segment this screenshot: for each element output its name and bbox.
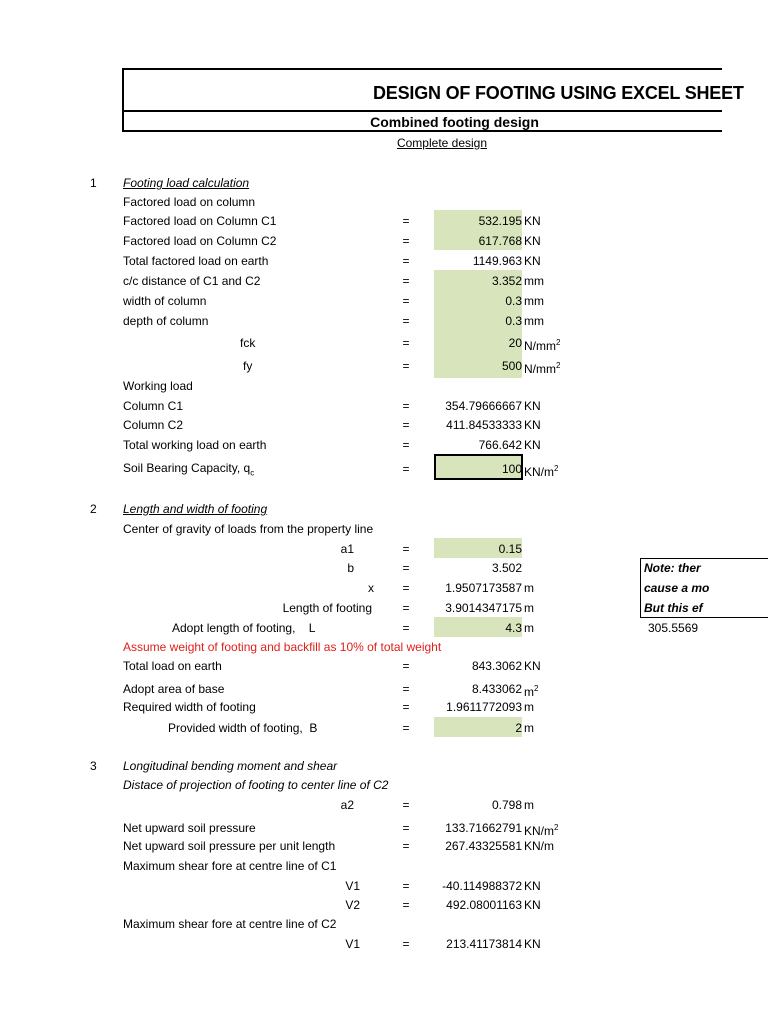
unit-label: m	[524, 798, 534, 812]
equals-sign: =	[402, 234, 410, 248]
cell-value[interactable]: 411.84533333	[446, 418, 522, 432]
equals-sign: =	[402, 462, 410, 476]
unit-label: m	[524, 621, 534, 635]
row-label[interactable]: Net upward soil pressure	[123, 821, 256, 835]
cell-value[interactable]: 492.08001163	[446, 898, 522, 912]
cell-value[interactable]: 2	[515, 721, 522, 735]
unit-label: KN	[524, 879, 541, 893]
row-label[interactable]: fy	[243, 359, 253, 373]
side-note-line[interactable]: Note: ther	[644, 561, 701, 575]
cell-value[interactable]: 0.3	[505, 314, 522, 328]
section-number: 1	[90, 176, 97, 190]
row-label[interactable]: c/c distance of C1 and C2	[123, 274, 261, 288]
equals-sign: =	[402, 879, 410, 893]
side-note-line[interactable]: But this ef	[644, 601, 703, 615]
equals-sign: =	[402, 274, 410, 288]
row-label[interactable]: x	[368, 581, 374, 595]
equals-sign: =	[402, 294, 410, 308]
section-heading[interactable]: Longitudinal bending moment and shear	[123, 759, 338, 773]
equals-sign: =	[402, 798, 410, 812]
cell-value[interactable]: 354.79666667	[445, 399, 522, 413]
row-label[interactable]: Adopt area of base	[123, 682, 225, 696]
cell-value[interactable]: 1149.963	[472, 254, 522, 268]
row-label[interactable]: b	[347, 561, 354, 575]
section-number: 2	[90, 502, 97, 516]
equals-sign: =	[402, 898, 410, 912]
equals-sign: =	[402, 542, 410, 556]
equals-sign: =	[402, 821, 410, 835]
row-label[interactable]: Column C1	[123, 399, 184, 413]
row-label[interactable]: Length of footing	[282, 601, 372, 615]
cell-value[interactable]: 133.71662791	[445, 821, 522, 835]
equals-sign: =	[402, 601, 410, 615]
unit-label: KN	[524, 418, 541, 432]
section-heading[interactable]: Length and width of footing	[123, 502, 268, 516]
cell-value[interactable]: 3.9014347175	[445, 601, 522, 615]
unit-label: $KN/m^2$	[524, 464, 559, 479]
row-label[interactable]: depth of column	[123, 314, 209, 328]
cell-value[interactable]: 617.768	[478, 234, 522, 248]
cell-value[interactable]: 0.15	[498, 542, 522, 556]
unit-label: KN/m	[524, 839, 554, 853]
cell-value[interactable]: 100	[501, 462, 522, 476]
unit-label: m	[524, 721, 534, 735]
unit-label: $N/mm^2$	[524, 338, 561, 353]
equals-sign: =	[402, 581, 410, 595]
cell-value[interactable]: 1.9507173587	[445, 581, 522, 595]
equals-sign: =	[402, 700, 410, 714]
unit-label: m	[524, 700, 534, 714]
unit-label: mm	[524, 274, 544, 288]
row-label[interactable]: Total working load on earth	[123, 438, 267, 452]
cell-value[interactable]: 3.352	[491, 274, 522, 288]
cell-value[interactable]: 500	[501, 359, 522, 373]
row-label[interactable]: width of column	[123, 294, 207, 308]
row-label[interactable]: Soil Bearing Capacity, $q_c$	[123, 461, 255, 478]
equals-sign: =	[402, 336, 410, 350]
row-label[interactable]: Column C2	[123, 418, 184, 432]
row-label[interactable]: Total factored load on earth	[123, 254, 269, 268]
row-label[interactable]: Working load	[123, 379, 193, 393]
cell-value[interactable]: 0.798	[491, 798, 522, 812]
section-heading[interactable]: Footing load calculation	[123, 176, 250, 190]
equals-sign: =	[402, 418, 410, 432]
equals-sign: =	[402, 399, 410, 413]
unit-label: KN	[524, 399, 541, 413]
equals-sign: =	[402, 839, 410, 853]
row-label[interactable]: Maximum shear fore at centre line of C2	[123, 917, 337, 931]
row-label[interactable]: Adopt length of footing, L	[172, 621, 316, 635]
cell-value[interactable]: 267.43325581	[445, 839, 522, 853]
cell-value[interactable]: 843.3062	[471, 659, 522, 673]
equals-sign: =	[402, 214, 410, 228]
equals-sign: =	[402, 721, 410, 735]
title-cell[interactable]	[124, 70, 744, 112]
equals-sign: =	[402, 254, 410, 268]
equals-sign: =	[402, 937, 410, 951]
unit-label: KN	[524, 214, 541, 228]
equals-sign: =	[402, 561, 410, 575]
row-label[interactable]: Provided width of footing, B	[168, 721, 318, 735]
unit-label: m	[524, 581, 534, 595]
unit-label: KN	[524, 254, 541, 268]
cell-value[interactable]: 0.3	[505, 294, 522, 308]
cell-value[interactable]: 766.642	[478, 438, 522, 452]
unit-label: $KN/m^2$	[524, 823, 559, 838]
row-label[interactable]: a1	[340, 542, 354, 556]
unit-label: KN	[524, 937, 541, 951]
row-label[interactable]: Maximum shear fore at centre line of C1	[123, 859, 337, 873]
unit-label: KN	[524, 898, 541, 912]
row-label[interactable]: V1	[345, 937, 360, 951]
row-label[interactable]: Factored load on Column C1	[123, 214, 277, 228]
row-label[interactable]: fck	[240, 336, 256, 350]
equals-sign: =	[402, 438, 410, 452]
equals-sign: =	[402, 359, 410, 373]
equals-sign: =	[402, 659, 410, 673]
side-note-line[interactable]: cause a mo	[644, 581, 710, 595]
cell-value[interactable]: 8.433062	[471, 682, 522, 696]
sheet-subtitle: Combined footing design	[370, 114, 539, 130]
side-note-value[interactable]: 305.5569	[648, 621, 699, 635]
row-label[interactable]: Required width of footing	[123, 700, 256, 714]
equals-sign: =	[402, 682, 410, 696]
cell-value[interactable]: 4.3	[505, 621, 522, 635]
row-label[interactable]: Factored load on Column C2	[123, 234, 277, 248]
complete-design-label[interactable]: Complete design	[396, 136, 488, 150]
cell-value[interactable]: 1.9611772093	[446, 700, 522, 714]
unit-label: KN	[524, 659, 541, 673]
section-number: 3	[90, 759, 97, 773]
unit-label: $N/mm^2$	[524, 361, 561, 376]
equals-sign: =	[402, 621, 410, 635]
equals-sign: =	[402, 314, 410, 328]
row-label[interactable]: V2	[345, 898, 360, 912]
row-label[interactable]: Center of gravity of loads from the property line	[123, 522, 374, 536]
cell-value[interactable]: 213.41173814	[446, 937, 522, 951]
row-label[interactable]: Distace of projection of footing to center line of C2	[123, 778, 389, 792]
title-banner	[122, 68, 744, 132]
unit-label: $m^2$	[524, 684, 539, 699]
unit-label: mm	[524, 314, 544, 328]
cell-value[interactable]: -40.114988372	[442, 879, 522, 893]
sheet-title: DESIGN OF FOOTING USING EXCEL SHEET	[373, 83, 744, 103]
row-label[interactable]: V1	[345, 879, 360, 893]
cell-value[interactable]: 532.195	[478, 214, 522, 228]
unit-label: mm	[524, 294, 544, 308]
unit-label: m	[524, 601, 534, 615]
cell-value[interactable]: 20	[508, 336, 522, 350]
unit-label: KN	[524, 438, 541, 452]
unit-label: KN	[524, 234, 541, 248]
row-label[interactable]: a2	[340, 798, 354, 812]
row-label[interactable]: Total load on earth	[123, 659, 222, 673]
row-label[interactable]: Factored load on column	[123, 195, 256, 209]
assumption-note[interactable]: Assume weight of footing and backfill as 10% of total weight	[123, 640, 442, 654]
cell-value[interactable]: 3.502	[491, 561, 522, 575]
row-label[interactable]: Net upward soil pressure per unit length	[123, 839, 336, 853]
